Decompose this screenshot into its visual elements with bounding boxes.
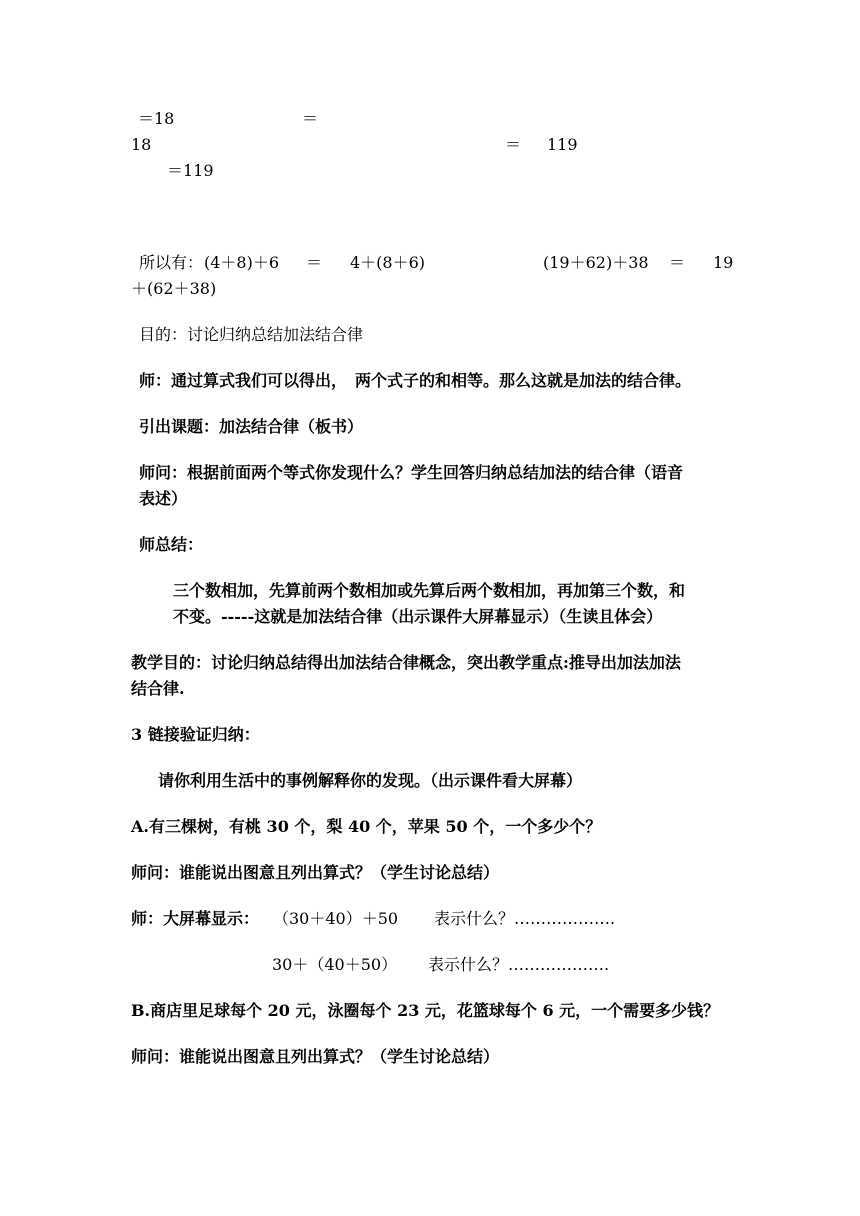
teacher-ask-b: 师问：谁能说出图意且列出算式？（学生讨论总结） xyxy=(131,1047,500,1066)
equation-continuation: ＋(62＋38) xyxy=(131,279,217,298)
teaching-goal-line2: 结合律. xyxy=(131,679,185,698)
section-heading: 3 链接验证归纳： xyxy=(131,725,260,744)
equation-left: (4＋8)＋6 xyxy=(204,253,280,272)
teacher-question-line1: 师问：根据前面两个等式你发现什么？学生回答归纳总结加法的结合律（语音 xyxy=(139,463,684,482)
teaching-goal-line1: 教学目的：讨论归纳总结得出加法结合律概念，突出教学重点:推导出加法加法 xyxy=(131,653,681,672)
expression-1: （30＋40）＋50 xyxy=(273,909,399,928)
display-label: 师：大屏幕显示： xyxy=(131,909,260,928)
equals-sign: ＝ xyxy=(306,253,323,272)
section-intro: 请你利用生活中的事例解释你的发现。（出示课件看大屏幕） xyxy=(158,771,583,790)
summary-line1: 三个数相加，先算前两个数相加或先算后两个数相加，再加第三个数，和 xyxy=(173,581,686,600)
equation-left: (19＋62)＋38 xyxy=(543,253,649,272)
so-label: 所以有： xyxy=(139,253,204,272)
teacher-statement: 师：通过算式我们可以得出， 两个式子的和相等。那么这就是加法的结合律。 xyxy=(139,371,692,390)
equation-right: 4＋(8＋6) xyxy=(350,253,426,272)
example-a: A.有三棵树，有桃 30 个，梨 40 个，苹果 50 个，一个多少个？ xyxy=(131,817,602,836)
topic-line: 引出课题：加法结合律（板书） xyxy=(139,417,364,436)
expression-2: 30＋（40＋50） xyxy=(272,955,398,974)
equation-fragment: 18 xyxy=(131,135,152,154)
equation-fragment: ＝18 xyxy=(138,109,175,128)
summary-label: 师总结： xyxy=(139,535,204,554)
summary-line2: 不变。-----这就是加法结合律（出示课件大屏幕显示）（生读且体会） xyxy=(173,607,663,626)
purpose-line: 目的：讨论归纳总结加法结合律 xyxy=(139,325,364,344)
equation-fragment: ＝ xyxy=(505,135,522,154)
example-b: B.商店里足球每个 20 元，泳圈每个 23 元，花篮球每个 6 元，一个需要多少钱？ xyxy=(131,1001,720,1020)
equals-sign: ＝ xyxy=(669,253,686,272)
equation-right: 19 xyxy=(713,253,734,272)
equation-fragment: ＝ xyxy=(302,109,319,128)
meaning-1: 表示什么？………………. xyxy=(434,909,616,928)
equation-fragment: 119 xyxy=(547,135,578,154)
teacher-ask-a: 师问：谁能说出图意且列出算式？（学生讨论总结） xyxy=(131,863,500,882)
meaning-2: 表示什么？………………. xyxy=(428,955,610,974)
teacher-question-line2: 表述） xyxy=(139,489,188,508)
equation-fragment: ＝119 xyxy=(167,161,214,180)
